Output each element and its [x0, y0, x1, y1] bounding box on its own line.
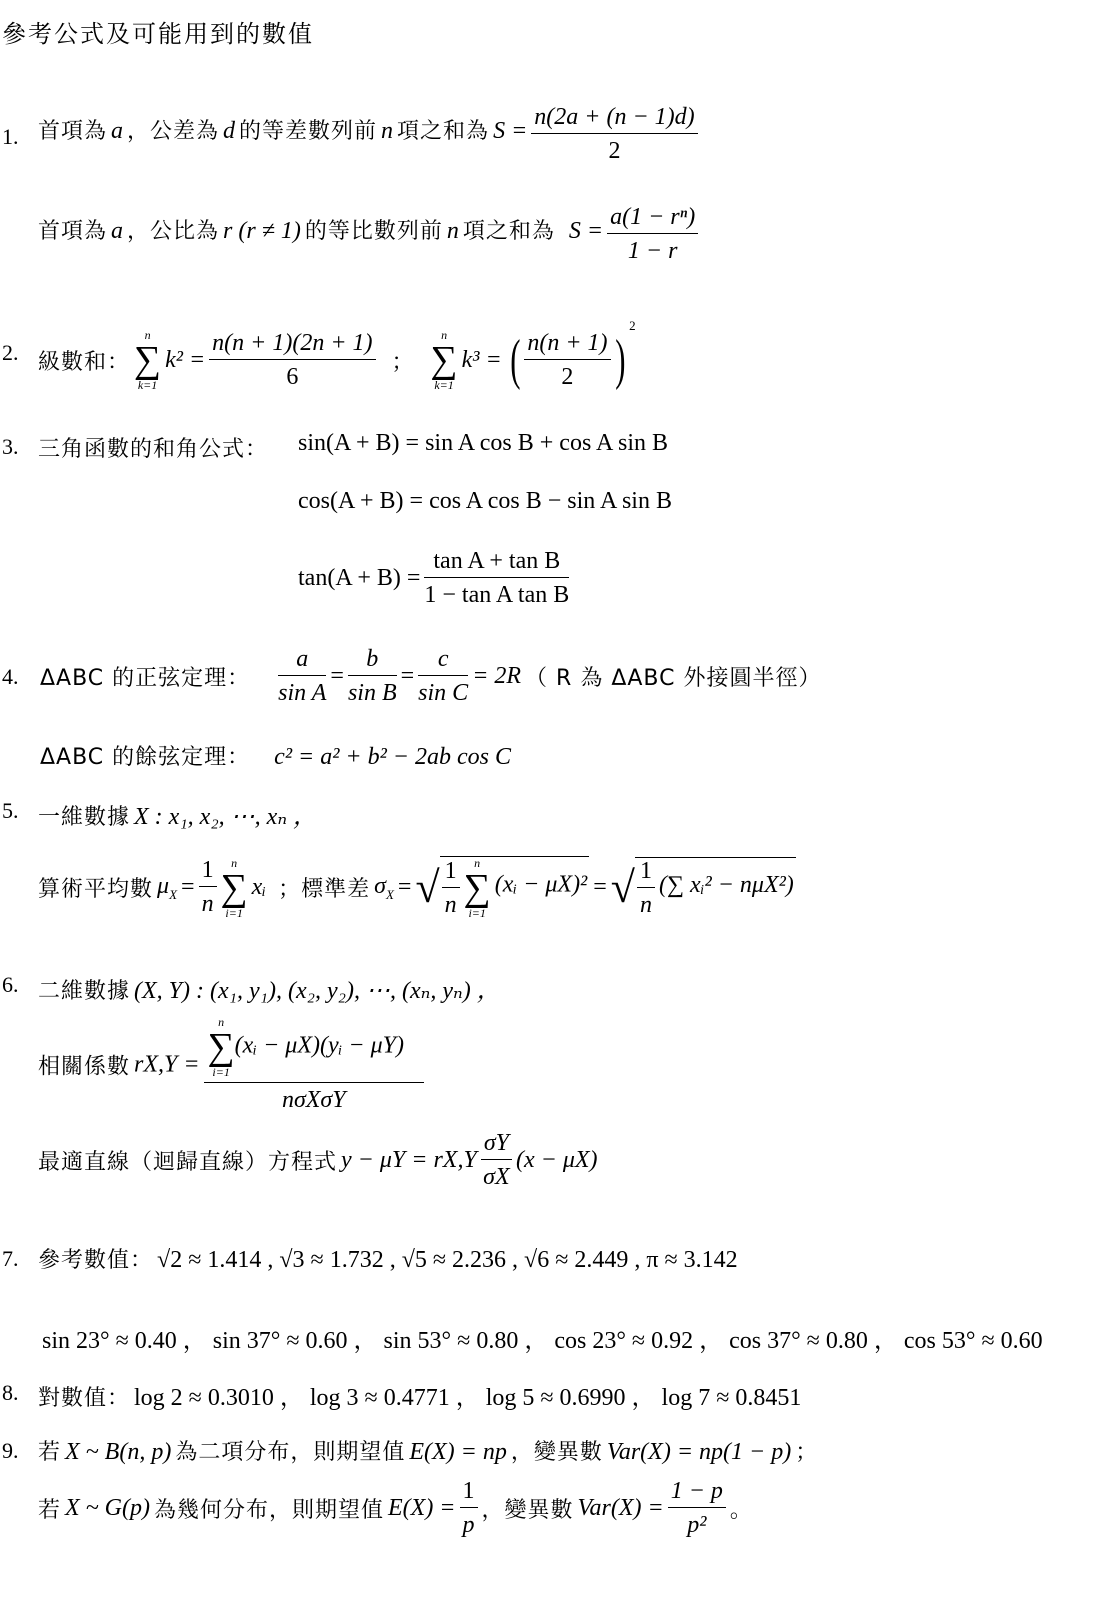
item-3-label: 三角函數的和角公式： — [38, 437, 269, 462]
item-1-line-1: 首項為 a ，公差為 d 的等差數列前 n 項之和為 S = $\frac{n(2a + (n - 1)d)}{2}$ — [38, 104, 698, 165]
item-number: 3. — [2, 434, 19, 459]
item-number: 5. — [2, 798, 19, 823]
item-5-data-line: 一維數據 X : x₁, x₂, ⋯, xₙ ， — [38, 804, 318, 830]
tan-sum-formula: tan(A + B) = $\frac{\text{tan A + tan B}}{\text{1 − tan A tan B}}$ — [298, 548, 570, 608]
log-values-line: 對數值： log 2 ≈ 0.3010 ， log 3 ≈ 0.4771 ， log 5 ≈ 0.6990 ， log 7 ≈ 0.8451 — [38, 1385, 802, 1411]
binomial-line: 若 X ~ B(n, p) 為二項分布，則期望值 E(X) = np ，變異數 Var(X) = np(1 − p) ； — [38, 1439, 819, 1465]
item-number: 7. — [2, 1246, 19, 1271]
item-number: 4. — [2, 664, 19, 689]
item-2-line: 級數和： n ∑ k=1 k² = $\frac{n(n + 1)(2n + 1)}{6}$ ； n ∑ k=1 k³ = ( $\frac{n(n + 1)}{2}$ )$^2$ — [38, 318, 636, 393]
mean-sd-line: 算術平均數 $\mu_X$ = $\frac{1}{n}$ n ∑ i=1 xᵢ ；標準差 $\sigma_X$ = √ $\frac{1}{n}$ n ∑ i=1 (xᵢ − μX)² = √ $\frac{1}{n}$ (∑ xᵢ² − nμX²) — [38, 855, 794, 920]
trig-values-line: sin 23° ≈ 0.40 ， sin 37° ≈ 0.60 ， sin 53° ≈ 0.80 ， cos 23° ≈ 0.92 ， cos 37° ≈ 0.80 ， cos 53° ≈ 0.60 — [42, 1328, 1043, 1354]
reference-values-line: 參考數值： √2 ≈ 1.414 , √3 ≈ 1.732 , √5 ≈ 2.236 , √6 ≈ 2.449 , π ≈ 3.142 — [38, 1247, 738, 1273]
correlation-line: 相關係數 rX,Y = n ∑ i=1 (xᵢ − μX)(yᵢ − μY) nσXσY — [38, 1016, 424, 1114]
item-number: 6. — [2, 972, 19, 997]
cosine-law-line: ΔABC 的餘弦定理： c² = a² + b² − 2ab cos C — [40, 744, 511, 770]
regression-line: 最適直線（迴歸直線）方程式 y − μY = rX,Y $\frac{\sigma Y}{\sigma X}$ (x − μX) — [38, 1130, 598, 1190]
correlation-fraction: n ∑ i=1 (xᵢ − μX)(yᵢ − μY) nσXσY — [204, 1016, 424, 1114]
cos-sum-formula: cos(A + B) = cos A cos B − sin A sin B — [298, 488, 672, 514]
sigma-sum-2: n ∑ k=1 — [430, 328, 458, 393]
geo-sum-fraction: $\frac{\text{a(1 − rⁿ)}}{1 - r}$ — [607, 204, 698, 265]
sigma-sum-1: n ∑ k=1 — [134, 328, 162, 393]
item-1-line-2: 首項為 a ，公比為 r (r ≠ 1) 的等比數列前 n 項之和為 S = $\frac{\text{a(1 − rⁿ)}}{1 - r}$ — [38, 204, 698, 265]
item-6-data-line: 二維數據 (X, Y) : (x₁, y₁), (x₂, y₂), ⋯, (xₙ, yₙ) ， — [38, 978, 501, 1004]
item-number: 9. — [2, 1438, 19, 1463]
sine-law-line: ΔABC 的正弦定理： $\frac{a}{\text{sin A}}$ = $\frac{b}{\text{sin B}}$ = $\frac{c}{\text{sin C}}$ = 2R （ R 為 ΔABC 外接圓半徑） — [40, 646, 822, 706]
item-number: 2. — [2, 340, 19, 365]
item-number: 8. — [2, 1380, 19, 1405]
sum-cubes-fraction: $\frac{n(n + 1)}{2}$ — [524, 330, 610, 391]
sin-sum-formula: sin(A + B) = sin A cos B + cos A sin B — [298, 430, 668, 456]
arith-sum-fraction: $\frac{n(2a + (n - 1)d)}{2}$ — [531, 104, 697, 165]
item-number: 1. — [2, 124, 19, 149]
page-title: 參考公式及可能用到的數值 — [2, 20, 314, 48]
geometric-line: 若 X ~ G(p) 為幾何分布，則期望值 E(X) = $\frac{1}{p}$ ，變異數 Var(X) = $\frac{1 - p}{\text{p²}}$ 。 — [38, 1478, 753, 1538]
sum-squares-fraction: $\frac{n(n + 1)(2n + 1)}{6}$ — [209, 330, 375, 391]
